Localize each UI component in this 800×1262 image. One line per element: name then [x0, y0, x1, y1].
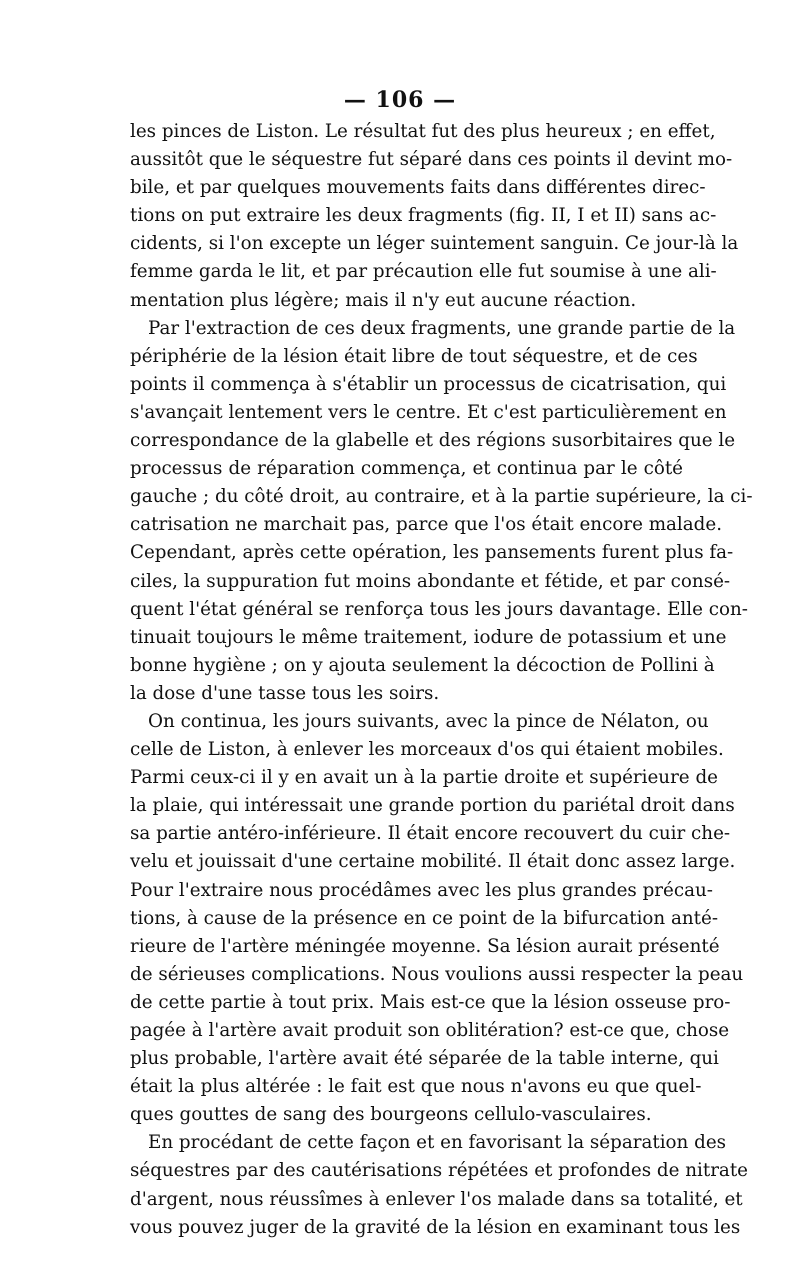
text-line: sa partie antéro-inférieure. Il était encore recouvert du cuir che- [130, 823, 731, 845]
text-line: tions on put extraire les deux fragments (fig. II, I et II) sans ac- [130, 205, 717, 227]
text-line: bonne hygiène ; on y ajouta seulement la décoction de Pollini à [130, 654, 715, 676]
text-line: plus probable, l'artère avait été séparée de la table interne, qui [130, 1048, 719, 1070]
text-line: de sérieuses complications. Nous voulions aussi respecter la peau [130, 963, 744, 985]
text-line: séquestres par des cautérisations répétées et profondes de nitrate [130, 1160, 748, 1182]
text-line: Parmi ceux-ci il y en avait un à la partie droite et supérieure de [130, 767, 718, 789]
body-text [130, 118, 753, 1242]
text-line: quent l'état général se renforça tous les jours davantage. Elle con- [130, 598, 748, 620]
text-line: velu et jouissait d'une certaine mobilité. Il était donc assez large. [130, 851, 736, 873]
text-line: Cependant, après cette opération, les pansements furent plus fa- [130, 542, 734, 564]
text-line: catrisation ne marchait pas, parce que l'os était encore malade. [130, 514, 723, 536]
text-line: ques gouttes de sang des bourgeons cellulo-vasculaires. [130, 1104, 652, 1126]
text-line: s'avançait lentement vers le centre. Et c'est particulièrement en [130, 401, 727, 423]
text-line: mentation plus légère; mais il n'y eut aucune réaction. [130, 289, 637, 311]
text-line: d'argent, nous réussîmes à enlever l'os malade dans sa totalité, et [130, 1188, 743, 1210]
text-line: pagée à l'artère avait produit son oblitération? est-ce que, chose [130, 1020, 730, 1041]
page-number: — 106 — [343, 87, 457, 113]
text-line: femme garda le lit, et par précaution elle fut soumise à une ali- [130, 261, 717, 283]
text-line: de cette partie à tout prix. Mais est-ce que la lésion osseuse pro- [130, 991, 731, 1013]
text-line: Par l'extraction de ces deux fragments, une grande partie de la [148, 317, 736, 339]
text-line: tions, à cause de la présence en ce point de la bifurcation anté- [130, 907, 719, 929]
text-line: les pinces de Liston. Le résultat fut des plus heureux ; en effet, [130, 121, 716, 142]
text-line: cidents, si l'on excepte un léger suintement sanguin. Ce jour-là la [130, 233, 739, 255]
text-line: celle de Liston, à enlever les morceaux d'os qui étaient mobiles. [130, 739, 724, 761]
text-line: aussitôt que le séquestre fut séparé dans ces points il devint mo- [130, 149, 733, 171]
text-line: processus de réparation commença, et continua par le côté [130, 458, 683, 480]
text-line: vous pouvez juger de la gravité de la lésion en examinant tous les [130, 1216, 741, 1238]
text-line: gauche ; du côté droit, au contraire, et à la partie supérieure, la ci- [130, 486, 753, 508]
text-line: bile, et par quelques mouvements faits dans différentes direc- [130, 177, 706, 199]
text-line: rieure de l'artère méningée moyenne. Sa lésion aurait présenté [130, 935, 720, 957]
text-line: était la plus altérée : le fait est que nous n'avons eu que quel- [130, 1076, 702, 1098]
text-line: la plaie, qui intéressait une grande portion du pariétal droit dans [130, 795, 735, 817]
text-line: points il commença à s'établir un processus de cicatrisation, qui [130, 373, 727, 395]
text-line: ciles, la suppuration fut moins abondante et fétide, et par consé- [130, 570, 731, 592]
text-line: En procédant de cette façon et en favorisant la séparation des [148, 1132, 727, 1154]
text-line: périphérie de la lésion était libre de tout séquestre, et de ces [130, 345, 698, 367]
text-line: Pour l'extraire nous procédâmes avec les plus grandes précau- [130, 879, 713, 901]
text-line: correspondance de la glabelle et des régions susorbitaires que le [130, 430, 736, 452]
text-line: On continua, les jours suivants, avec la pince de Nélaton, ou [148, 710, 709, 732]
text-line: la dose d'une tasse tous les soirs. [130, 682, 440, 704]
text-line: tinuait toujours le même traitement, iodure de potassium et une [130, 626, 727, 648]
